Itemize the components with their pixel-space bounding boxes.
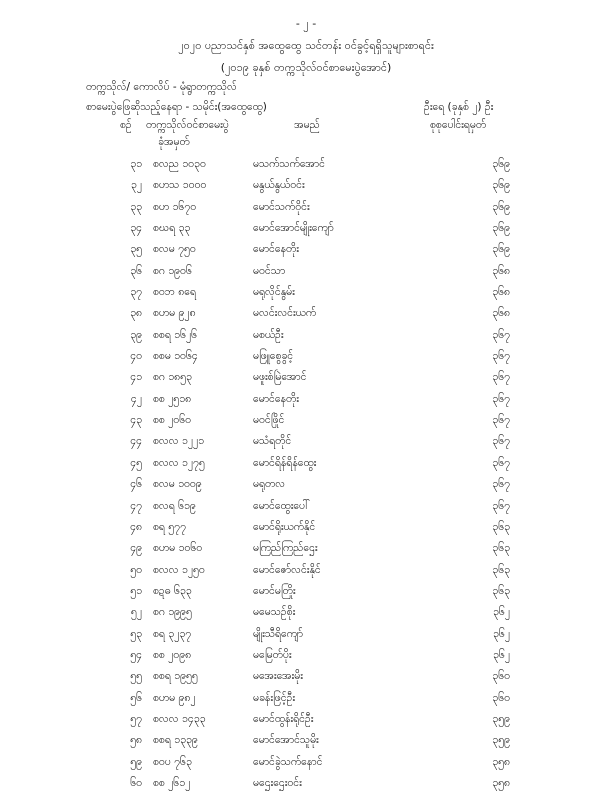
roll-number: စဟသ ၁၀၀၀ bbox=[153, 179, 207, 192]
student-name: မောင်သက်ဝိုင်း bbox=[253, 200, 310, 213]
roll-number: စလမ ၇၅၀ bbox=[153, 243, 196, 256]
total-score: ၃၆၂ bbox=[493, 606, 510, 619]
roll-number: စစရ ၁၃၃၉ bbox=[153, 734, 198, 747]
row-number: ၄၅ bbox=[130, 456, 142, 469]
document-subtitle: (၂၀၁၉ ခုနှစ် တက္ကသိုလ်ဝင်စာမေးပွဲအောင်) bbox=[220, 61, 392, 74]
total-score: ၃၆၃ bbox=[492, 520, 510, 533]
student-name: မကြည်ကြည်ဌေး bbox=[253, 542, 318, 555]
table-row bbox=[0, 414, 612, 435]
student-name: မမေသဉ်စိုး bbox=[253, 606, 296, 619]
roll-number: စစရ ၁၆၂၆ bbox=[153, 328, 198, 341]
table-row bbox=[0, 777, 612, 798]
header-roll: တက္ကသိုလ်ဝင်စာမေးပွဲ bbox=[146, 119, 229, 131]
total-score: ၃၆၇ bbox=[492, 435, 510, 448]
row-number: ၄၈ bbox=[130, 520, 142, 533]
total-score: ၃၆၃ bbox=[492, 584, 510, 597]
table-row bbox=[0, 243, 612, 264]
student-name: မဖူးစ်မြဲအောင် bbox=[253, 371, 307, 384]
student-name: မောင်နေတိုး bbox=[253, 243, 299, 256]
student-name: မရုတလ bbox=[253, 478, 286, 491]
table-row bbox=[0, 179, 612, 200]
total-score: ၃၅၉ bbox=[492, 734, 510, 747]
student-name: မသက်သက်အောင် bbox=[253, 158, 325, 170]
roll-number: စစ ၂၅၁၈ bbox=[153, 392, 192, 405]
total-score: ၃၆၇ bbox=[492, 328, 510, 341]
student-name: မရုလိုင်နွမ်း bbox=[253, 286, 295, 299]
row-number: ၅၈ bbox=[130, 734, 142, 747]
total-score: ၃၆၉ bbox=[492, 222, 510, 235]
row-number: ၅၀ bbox=[130, 563, 142, 576]
total-score: ၃၆၃ bbox=[492, 542, 510, 555]
table-row bbox=[0, 393, 612, 414]
student-name: မောင်မတြိုး bbox=[253, 584, 296, 597]
roll-number: စစမ ၁၀၆၄ bbox=[153, 350, 198, 363]
student-name: မနွယ်နွယ်ဝင်း bbox=[253, 179, 305, 192]
row-number: ၆၀ bbox=[130, 776, 142, 789]
student-name: မဖြူစွေခွင့် bbox=[253, 350, 294, 363]
table-row bbox=[0, 222, 612, 243]
roll-number: စစ ၂၀၉၈ bbox=[153, 648, 192, 661]
table-row bbox=[0, 265, 612, 286]
total-score: ၃၆၉ bbox=[492, 158, 510, 170]
roll-number: စဂ ၁၈၅၃ bbox=[153, 371, 192, 384]
table-row bbox=[0, 329, 612, 350]
student-name: မလင်းလင်းယက် bbox=[253, 307, 317, 320]
total-score: ၃၆၇ bbox=[492, 456, 510, 469]
table-row bbox=[0, 478, 612, 499]
row-number: ၄၄ bbox=[130, 435, 142, 448]
student-name: မောင်ရိန်ရိန်ထွေး bbox=[253, 456, 317, 469]
roll-number: စစ ၂၆၁၂ bbox=[153, 776, 191, 789]
roll-number: စလမ ၁၀၀၉ bbox=[153, 478, 202, 491]
student-name: မဝင်ဖြိုင် bbox=[253, 414, 285, 427]
total-score: ၃၆၉ bbox=[492, 200, 510, 213]
header-no: စဉ် bbox=[120, 119, 132, 131]
roll-number: စဟမ ၁၀၆၀ bbox=[153, 542, 203, 555]
total-score: ၃၆၈ bbox=[492, 286, 510, 299]
table-row bbox=[0, 521, 612, 542]
table-row bbox=[0, 435, 612, 456]
total-score: ၃၆၃ bbox=[492, 563, 510, 576]
row-number: ၄၃ bbox=[130, 414, 142, 427]
table-row bbox=[0, 756, 612, 777]
row-number: ၅၉ bbox=[130, 755, 142, 768]
total-score: ၃၆၉ bbox=[492, 243, 510, 256]
student-name: မဝင်သာ bbox=[253, 264, 286, 277]
student-name: မောင်ထွေးပေါ် bbox=[253, 499, 310, 512]
total-score: ၃၆၈ bbox=[492, 307, 510, 320]
total-score: ၃၆၇ bbox=[492, 392, 510, 405]
student-name: မအေးအေးမိုး bbox=[253, 670, 303, 683]
row-number: ၅၃ bbox=[130, 627, 142, 640]
total-score: ၃၆၂ bbox=[493, 627, 510, 640]
row-number: ၄၆ bbox=[130, 478, 142, 491]
roll-number: စလလ ၁၂၇၅ bbox=[153, 456, 205, 469]
student-name: မောင်ထွန်းရိုင်ဦး bbox=[253, 712, 314, 725]
table-row bbox=[0, 692, 612, 713]
table-row bbox=[0, 542, 612, 563]
row-number: ၅၂ bbox=[130, 606, 142, 619]
student-name: မျိုးသီရိကျော် bbox=[253, 627, 303, 640]
row-number: ၃၉ bbox=[130, 328, 142, 341]
university-label: တက္ကသိုလ်/ ကောလိပ် - မုံရွာတက္ကသိုလ် bbox=[86, 81, 237, 93]
row-number: ၃၈ bbox=[130, 307, 142, 320]
table-row bbox=[0, 585, 612, 606]
row-number: ၅၁ bbox=[130, 584, 142, 597]
total-score: ၃၆၇ bbox=[492, 350, 510, 363]
row-number: ၅၆ bbox=[130, 691, 142, 704]
total-score: ၃၅၈ bbox=[492, 776, 510, 789]
row-number: ၅၅ bbox=[130, 670, 142, 683]
roll-number: စလည ၁၀၃၀ bbox=[153, 158, 206, 170]
row-number: ၅၇ bbox=[130, 712, 142, 725]
roll-number: စဂ ၁၉၉၅ bbox=[153, 606, 192, 619]
row-number: ၄၁ bbox=[130, 371, 142, 384]
document-title: ၂၀၂၀ ပညာသင်နှစ် အထွေထွေ သင်တန်း ဝင်ခွင့်ရရှိသူများစာရင်း bbox=[178, 39, 434, 52]
roll-number: စရ ၅၇၇ bbox=[153, 520, 186, 533]
table-row bbox=[0, 670, 612, 691]
table-row bbox=[0, 734, 612, 755]
student-name: မသံရတိုင် bbox=[253, 435, 292, 448]
student-name: မောင်အောင်မျိုးကျော် bbox=[253, 222, 334, 235]
table-row bbox=[0, 564, 612, 585]
roll-number: စရ ၃၂၃၇ bbox=[153, 627, 192, 640]
page-number: - ၂ - bbox=[295, 17, 317, 30]
student-name: မစယ်ဦး bbox=[253, 328, 284, 341]
table-row bbox=[0, 457, 612, 478]
table-row bbox=[0, 201, 612, 222]
roll-number: စဃရ ၃၃ bbox=[153, 222, 191, 235]
row-number: ၅၄ bbox=[130, 648, 142, 661]
roll-number: စစ ၂၀၆၀ bbox=[153, 414, 192, 427]
total-score: ၃၆၈ bbox=[492, 264, 510, 277]
total-score: ၃၅၈ bbox=[492, 755, 510, 768]
row-number: ၄၉ bbox=[130, 542, 142, 555]
table-row bbox=[0, 371, 612, 392]
roll-number: စလလ ၁၂၅၀ bbox=[153, 563, 205, 576]
row-number: ၃၇ bbox=[130, 286, 142, 299]
table-row bbox=[0, 500, 612, 521]
results-table bbox=[0, 158, 612, 798]
total-score: ၃၆၇ bbox=[492, 414, 510, 427]
row-number: ၄၀ bbox=[130, 350, 142, 363]
student-name: မောင်နေတိုး bbox=[253, 392, 299, 405]
total-score: ၃၆၀ bbox=[492, 670, 510, 683]
total-score: ၃၅၉ bbox=[492, 712, 510, 725]
roll-number: စဂ ၁၉၀၆ bbox=[153, 264, 192, 277]
table-row bbox=[0, 606, 612, 627]
row-number: ၄၇ bbox=[130, 499, 142, 512]
quota-label: ဦးရေ (ခုနှစ် ၂) ဦး bbox=[424, 101, 494, 113]
student-name: မောင်အောင်သူမိုး bbox=[253, 734, 319, 747]
roll-number: စဟမ ၉၂၈ bbox=[153, 307, 196, 320]
row-number: ၄၂ bbox=[130, 392, 142, 405]
roll-number: စဍဓ ၆၃၃ bbox=[153, 584, 192, 597]
row-number: ၃၂ bbox=[130, 179, 142, 192]
roll-number: စစရ ၁၉၅၅ bbox=[153, 670, 198, 683]
total-score: ၃၆၇ bbox=[492, 478, 510, 491]
header-score: စုစုပေါင်းရမှတ် bbox=[430, 119, 487, 131]
table-row bbox=[0, 350, 612, 371]
total-score: ၃၆၇ bbox=[492, 499, 510, 512]
roll-number: စလလ ၁၄၃၃ bbox=[153, 712, 206, 725]
exam-center-label: စာမေးပွဲဖြေဆိုသည့်နေရာ - သမိုင်း(အထွေထွေ) bbox=[86, 101, 267, 113]
row-number: ၃၄ bbox=[130, 222, 142, 235]
student-name: မောင်ဇော်လင်းနိုင် bbox=[253, 563, 321, 576]
table-row bbox=[0, 713, 612, 734]
roll-number: စလလ ၁၂၂၁ bbox=[153, 435, 205, 448]
table-row bbox=[0, 158, 612, 179]
roll-number: စလရ ၆၁၉ bbox=[153, 499, 196, 512]
roll-number: စဝဘ ၈ရေ bbox=[153, 286, 196, 299]
total-score: ၃၆၉ bbox=[492, 179, 510, 192]
row-number: ၃၆ bbox=[130, 264, 142, 277]
row-number: ၃၁ bbox=[130, 158, 142, 170]
roll-number: စဟမ ၉၈၂ bbox=[153, 691, 196, 704]
header-name: အမည် bbox=[294, 119, 320, 131]
total-score: ၃၆၇ bbox=[492, 371, 510, 384]
table-row bbox=[0, 286, 612, 307]
student-name: မခန်းဖြင့်ဦး bbox=[253, 691, 296, 704]
roll-number: စဝပ ၇၆၃ bbox=[153, 755, 192, 768]
student-name: မောင်ရိုးယက်နိုင် bbox=[253, 520, 316, 533]
student-name: မမြေတ်ပိုး bbox=[253, 648, 292, 661]
total-score: ၃၆၀ bbox=[492, 691, 510, 704]
table-row bbox=[0, 307, 612, 328]
header-roll-sub: ခုံအမှတ် bbox=[158, 136, 190, 148]
table-row bbox=[0, 628, 612, 649]
row-number: ၃၃ bbox=[130, 200, 142, 213]
total-score: ၃၆၂ bbox=[493, 648, 510, 661]
student-name: မဌေးဌေးဝင်း bbox=[253, 776, 302, 789]
roll-number: စဟ ၁၆၇၀ bbox=[153, 200, 197, 213]
row-number: ၃၅ bbox=[130, 243, 142, 256]
student-name: မောင်ခွဲသက်နောင် bbox=[253, 755, 323, 768]
table-row bbox=[0, 649, 612, 670]
